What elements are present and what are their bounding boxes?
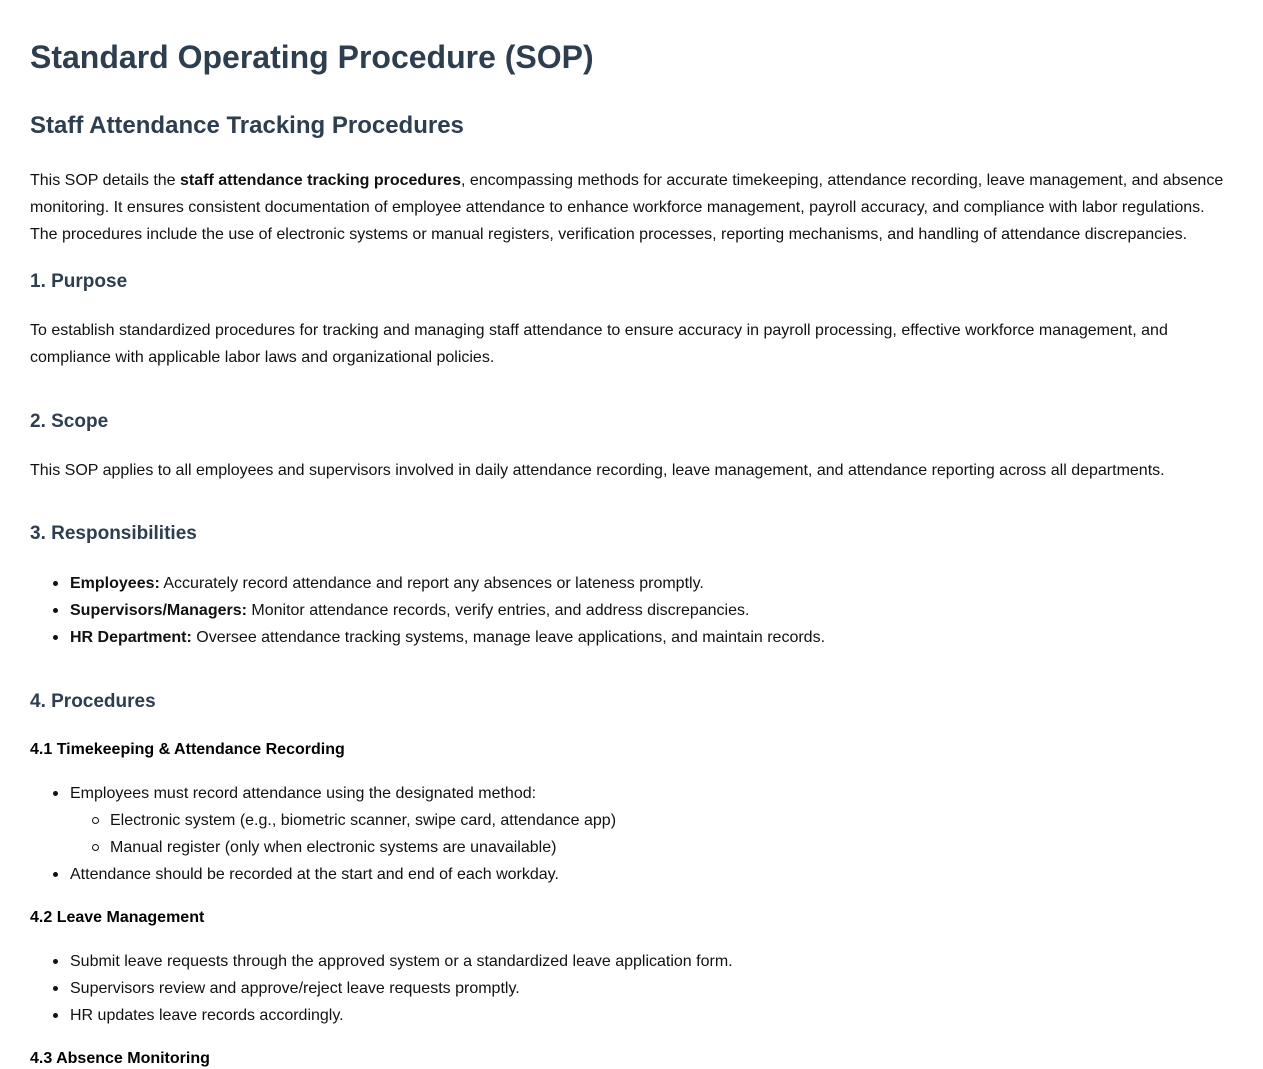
purpose-heading: 1. Purpose <box>30 271 128 292</box>
leave-heading: 4.2 Leave Management <box>30 909 205 926</box>
document-subtitle: Staff Attendance Tracking Procedures <box>30 112 464 139</box>
list-item: Employees must record attendance using the designated method: Electronic system (e.g., biometric scanner, swipe card, attendance app) Manual register (only when electronic systems are unavailable) <box>30 780 616 861</box>
scope-heading: 2. Scope <box>30 411 109 432</box>
page-title: Standard Operating Procedure (SOP) <box>30 39 594 75</box>
leave-list <box>30 948 733 1029</box>
list-item: Supervisors/Managers: Monitor attendance records, verify entries, and address discrepancies. <box>30 597 825 624</box>
list-item: Supervisors review and approve/reject leave requests promptly. <box>30 975 733 1002</box>
scope-text: This SOP applies to all employees and supervisors involved in daily attendance recording, leave management, and attendance reporting across all departments. <box>30 462 1165 479</box>
list-item: HR Department: Oversee attendance tracking systems, manage leave applications, and maintain records. <box>30 624 825 651</box>
list-item: Submit leave requests through the approved system or a standardized leave application form. <box>30 948 733 975</box>
list-item: Employees: Accurately record attendance and report any absences or lateness promptly. <box>30 570 825 597</box>
intro-paragraph: This SOP details the staff attendance tracking procedures, encompassing methods for accurate timekeeping, attendance recording, leave management, and absence monitoring. It ensures consistent documentation of employee attendance to enhance workforce management, payroll accuracy, and compliance with labor regulations. The procedures include the use of electronic systems or manual registers, verification processes, reporting mechanisms, and handling of attendance discrepancies. <box>30 172 1224 243</box>
sub-list-item: Manual register (only when electronic systems are unavailable) <box>70 834 616 861</box>
method-sub-list <box>70 807 616 861</box>
procedures-heading: 4. Procedures <box>30 691 156 712</box>
intro-bold-text: staff attendance tracking procedures <box>180 172 461 189</box>
list-item: Attendance should be recorded at the start and end of each workday. <box>30 861 616 888</box>
list-item: HR updates leave records accordingly. <box>30 1002 733 1029</box>
absence-heading: 4.3 Absence Monitoring <box>30 1050 210 1067</box>
responsibilities-heading: 3. Responsibilities <box>30 523 197 544</box>
purpose-text: To establish standardized procedures for tracking and managing staff attendance to ensure accuracy in payroll processing, effective workforce management, and compliance with applicable labor laws and organizational policies. <box>30 322 1168 366</box>
responsibilities-list <box>30 570 825 651</box>
timekeeping-heading: 4.1 Timekeeping & Attendance Recording <box>30 741 345 758</box>
sub-list-item: Electronic system (e.g., biometric scanner, swipe card, attendance app) <box>70 807 616 834</box>
timekeeping-list <box>30 780 616 888</box>
